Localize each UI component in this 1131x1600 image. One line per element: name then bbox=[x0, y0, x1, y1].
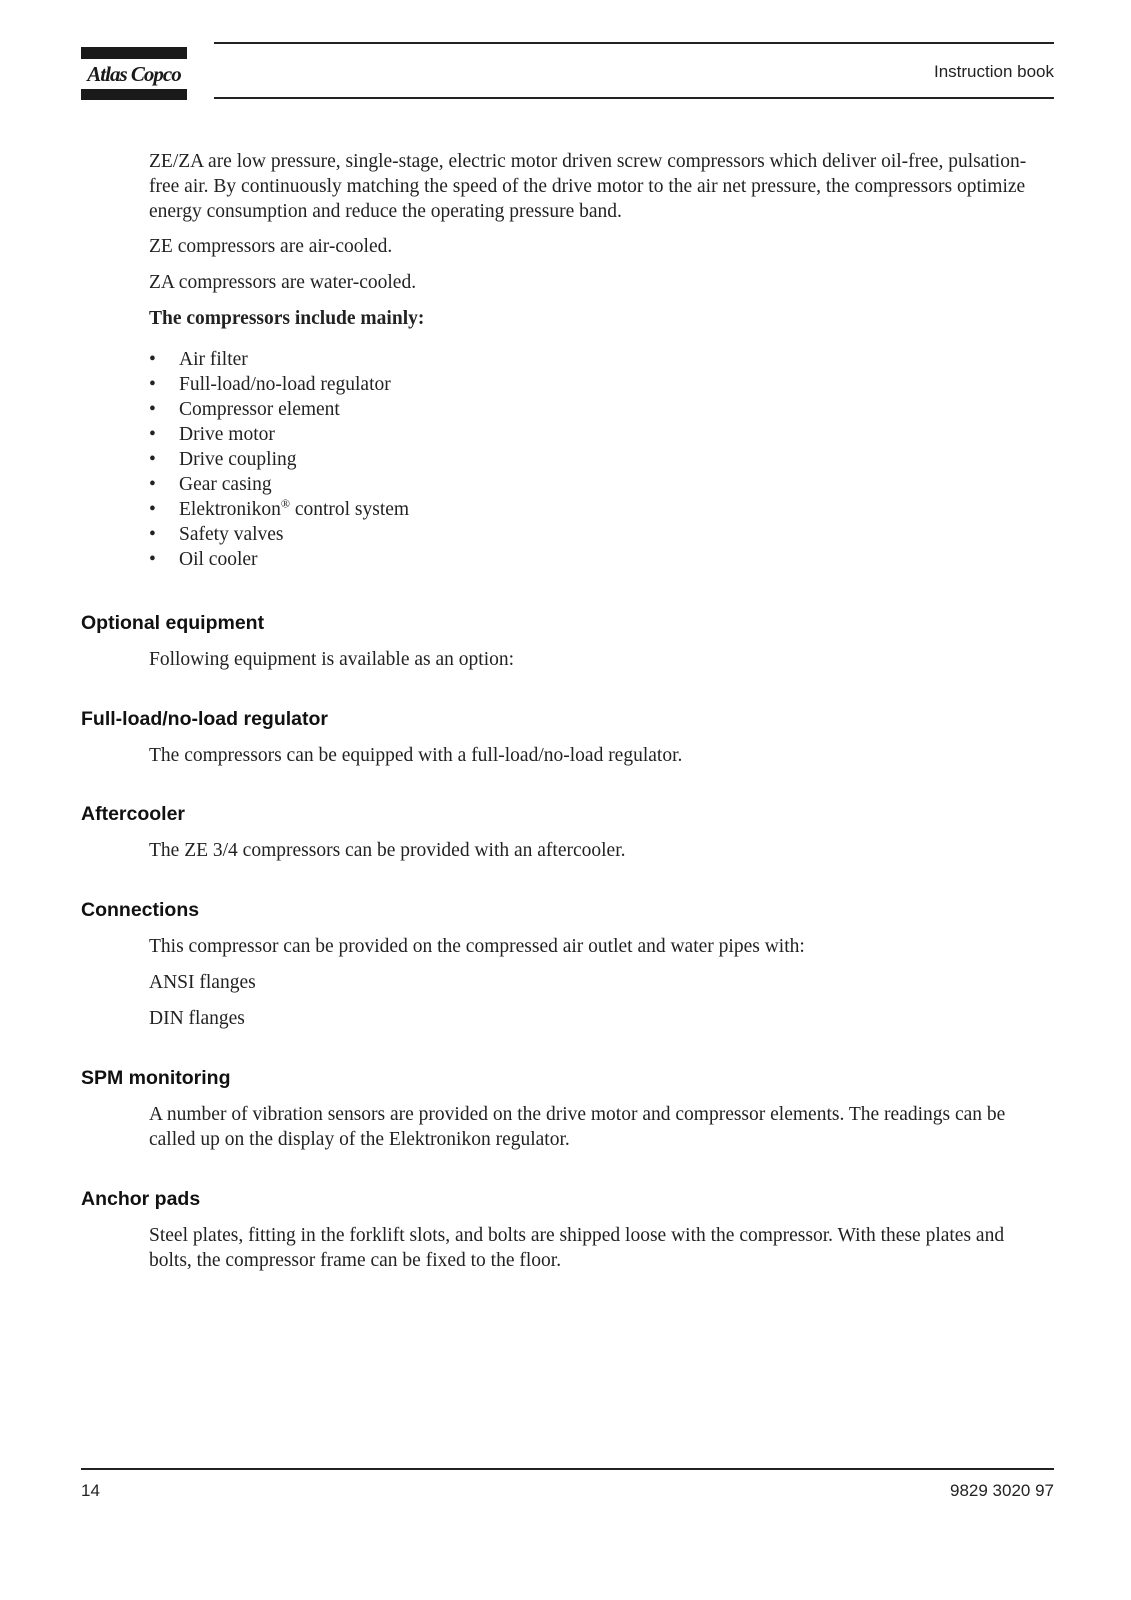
bullet-icon: • bbox=[149, 424, 156, 445]
list-item: • Safety valves bbox=[149, 524, 284, 545]
section-text-optional-equipment: Following equipment is available as an option: bbox=[149, 649, 515, 670]
section-text-regulator: The compressors can be equipped with a full-load/no-load regulator. bbox=[149, 745, 683, 766]
bullet-icon: • bbox=[149, 374, 156, 395]
footer-rule bbox=[81, 1468, 1054, 1470]
list-item: • Compressor element bbox=[149, 399, 340, 420]
components-list bbox=[149, 347, 409, 572]
section-title-regulator: Full-load/no-load regulator bbox=[81, 708, 328, 730]
logo-bar-bottom bbox=[81, 89, 187, 100]
section-text-spm-monitoring: A number of vibration sensors are provided on the drive motor and compressor elements. The readings can be called up on the display of the Elektronikon regulator. bbox=[149, 1104, 1006, 1150]
section-title-anchor-pads: Anchor pads bbox=[81, 1188, 201, 1210]
registered-mark: ® bbox=[280, 496, 290, 511]
section-text-anchor-pads: Steel plates, fitting in the forklift slots, and bolts are shipped loose with the compressor. With these plates and bolts, the compressor frame can be fixed to the floor. bbox=[149, 1225, 1005, 1271]
bullet-icon: • bbox=[149, 349, 156, 370]
list-item: • Drive coupling bbox=[149, 449, 297, 470]
bullet-icon: • bbox=[149, 549, 156, 570]
intro-paragraph: ZE/ZA are low pressure, single-stage, electric motor driven screw compressors which deliver oil-free, pulsation-free air. By continuously matching the speed of the drive motor to the air net pressure, the compressors optimize energy consumption and reduce the operating pressure band. bbox=[149, 151, 1027, 222]
connections-option-ansi: ANSI flanges bbox=[149, 972, 256, 993]
components-heading: The compressors include mainly: bbox=[149, 308, 425, 329]
bullet-icon: • bbox=[149, 524, 156, 545]
section-text-aftercooler: The ZE 3/4 compressors can be provided with an aftercooler. bbox=[149, 840, 626, 861]
list-item: • Gear casing bbox=[149, 474, 272, 495]
header-title: Instruction book bbox=[933, 62, 1054, 81]
ze-air-cooled-text: ZE compressors are air-cooled. bbox=[149, 236, 393, 257]
section-title-spm-monitoring: SPM monitoring bbox=[81, 1067, 231, 1089]
document-number: 9829 3020 97 bbox=[950, 1481, 1054, 1500]
atlas-copco-logo bbox=[81, 47, 187, 100]
list-item: • Full-load/no-load regulator bbox=[149, 374, 391, 395]
bullet-icon: • bbox=[149, 474, 156, 495]
logo-bar-top bbox=[81, 47, 187, 59]
section-title-aftercooler: Aftercooler bbox=[81, 803, 186, 825]
bullet-icon: • bbox=[149, 499, 156, 520]
list-item: • Air filter bbox=[149, 349, 248, 370]
bullet-icon: • bbox=[149, 449, 156, 470]
header-rule-top bbox=[214, 42, 1054, 44]
page-number: 14 bbox=[81, 1481, 100, 1500]
section-text-connections: This compressor can be provided on the compressed air outlet and water pipes with: bbox=[149, 936, 805, 957]
list-item: • Drive motor bbox=[149, 424, 275, 445]
section-title-optional-equipment: Optional equipment bbox=[81, 612, 265, 634]
connections-option-din: DIN flanges bbox=[149, 1008, 245, 1029]
logo-text: Atlas Copco bbox=[87, 62, 181, 86]
header-rule-bottom bbox=[214, 97, 1054, 99]
list-item: • Oil cooler bbox=[149, 549, 258, 570]
section-title-connections: Connections bbox=[81, 899, 200, 921]
za-water-cooled-text: ZA compressors are water-cooled. bbox=[149, 272, 417, 293]
bullet-icon: • bbox=[149, 399, 156, 420]
list-item: • Elektronikon® control system bbox=[149, 496, 410, 520]
